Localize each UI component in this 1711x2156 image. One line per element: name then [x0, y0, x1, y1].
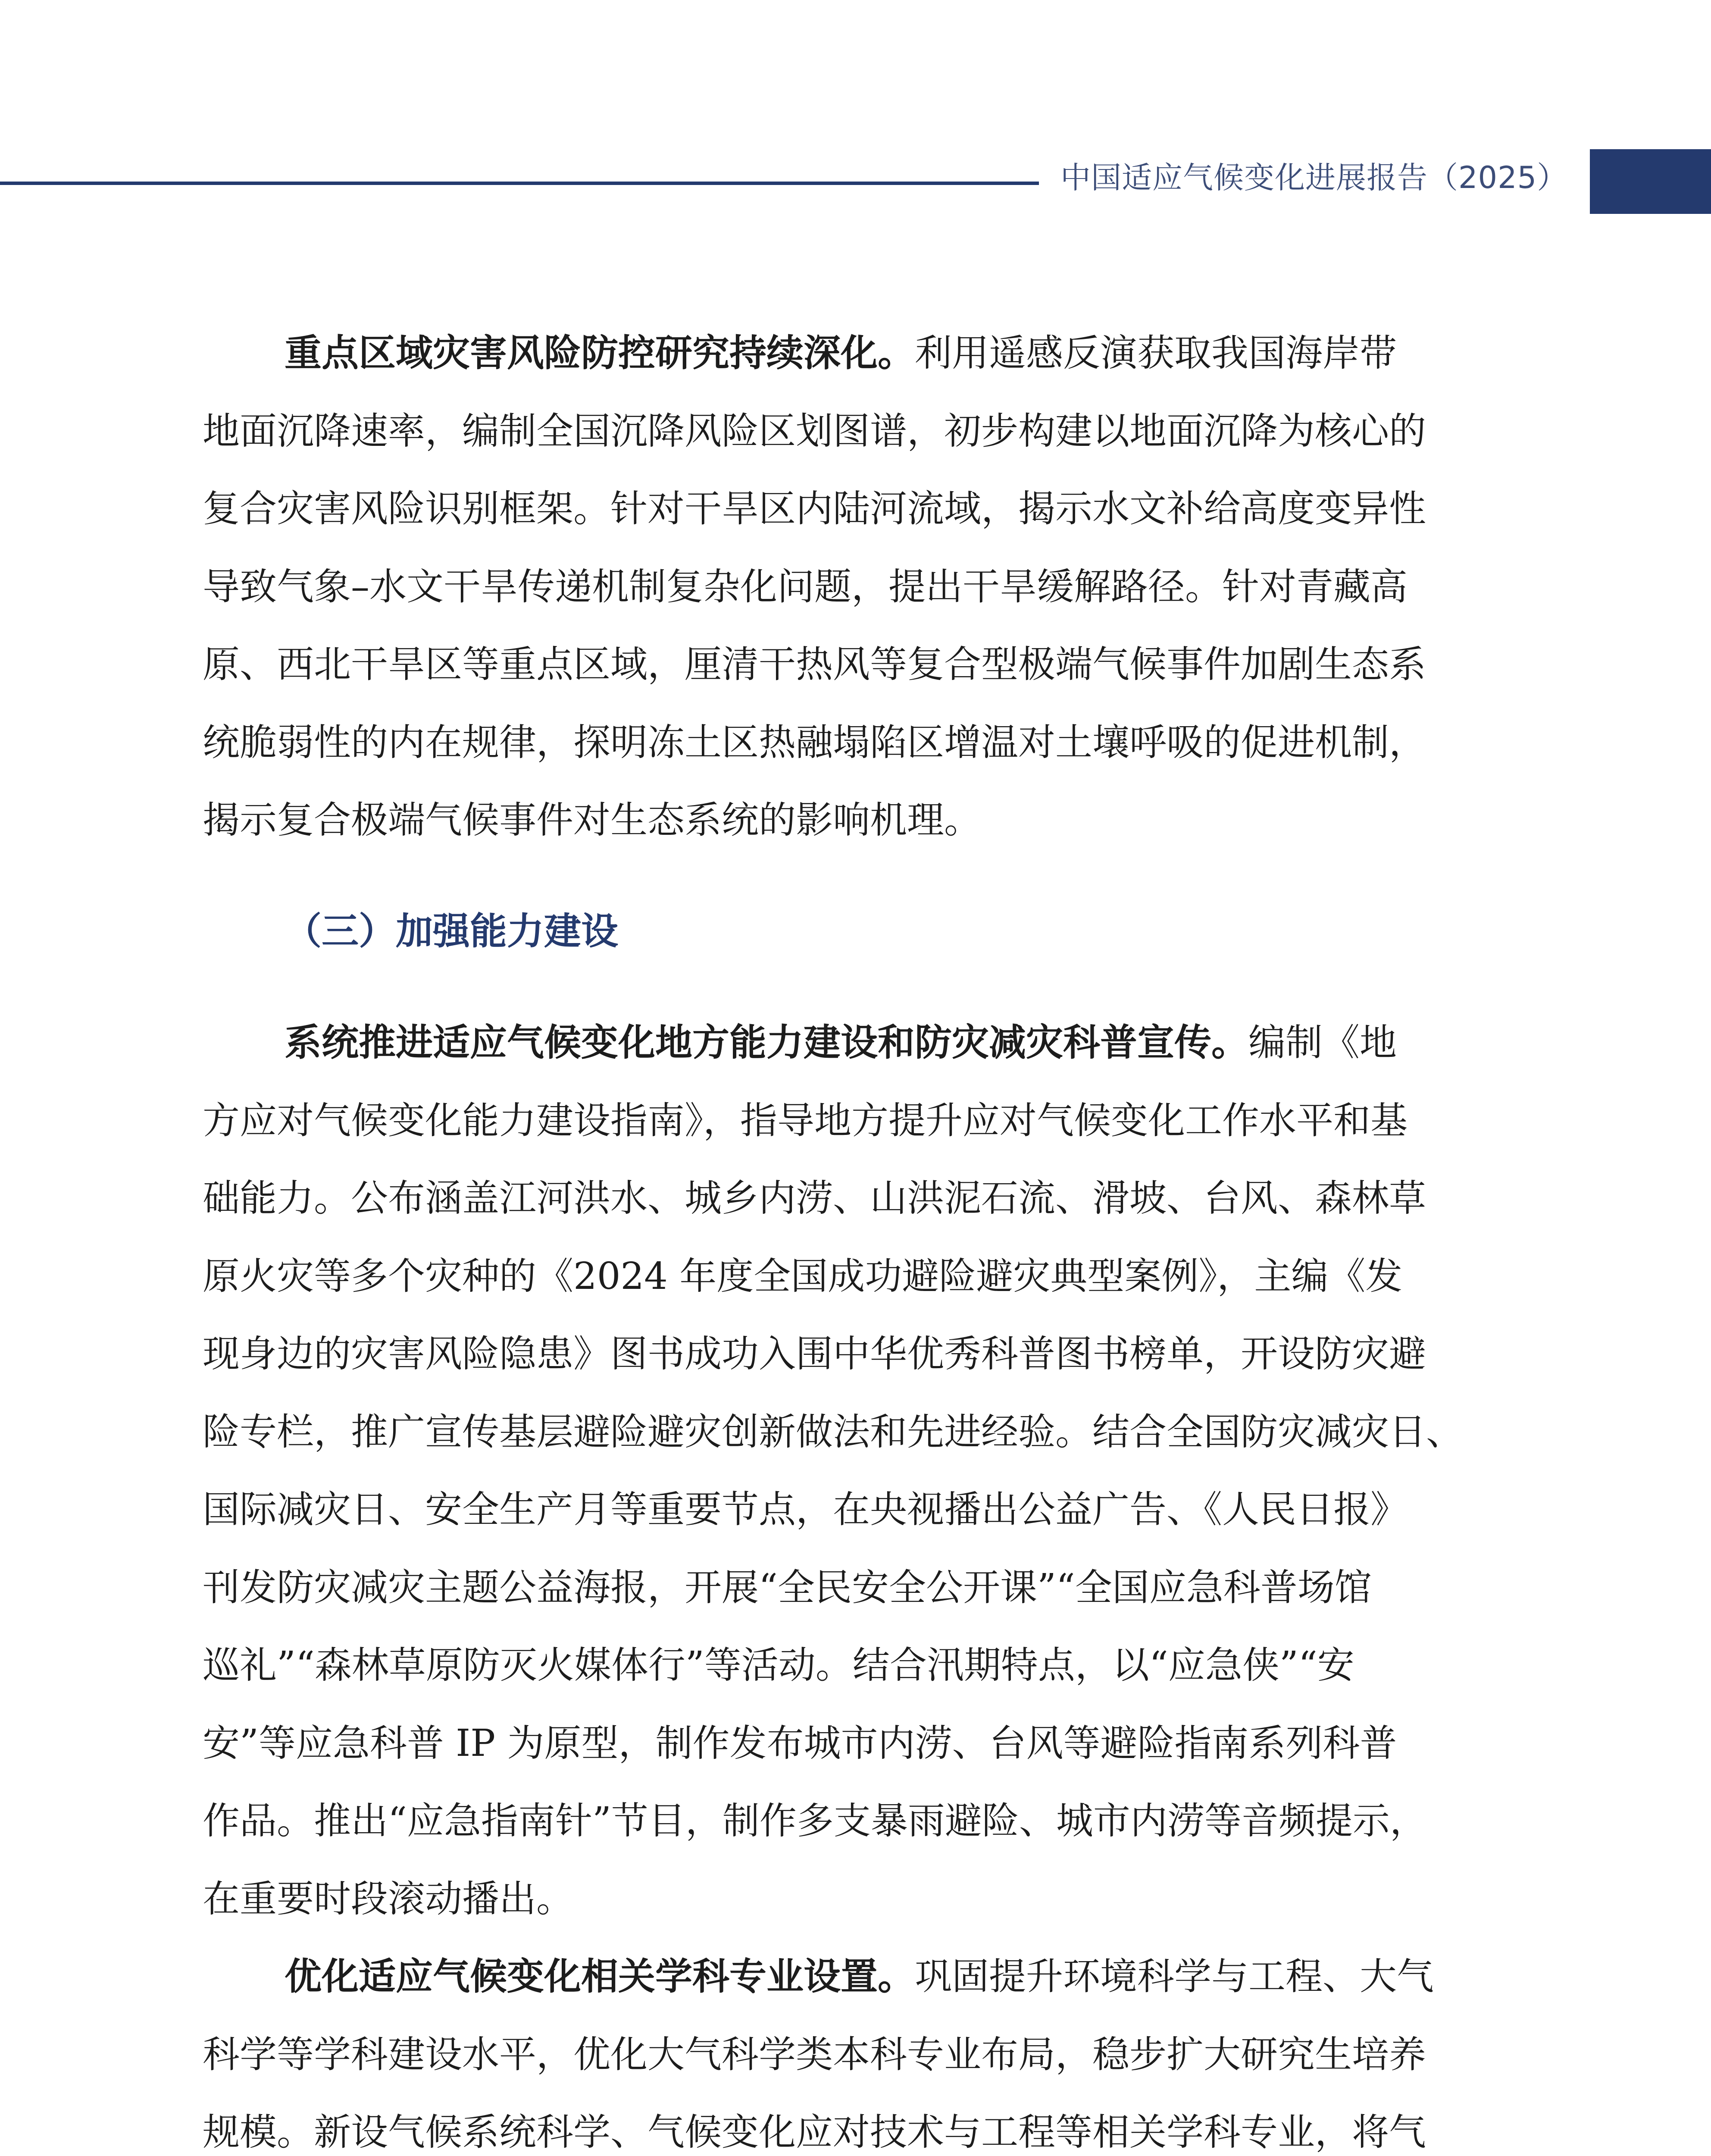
- paragraph-lead: 优化适应气候变化相关学科专业设置。: [285, 1955, 915, 1998]
- paragraph-lead: 重点区域灾害风险防控研究持续深化。: [285, 331, 915, 375]
- paragraph-line: 础能力。公布涵盖江河洪水、城乡内涝、山洪泥石流、滑坡、台风、森林草: [203, 1177, 1426, 1220]
- paragraph-line: 揭示复合极端气候事件对生态系统的影响机理。: [203, 799, 981, 842]
- paragraph-line: 规模。新设气候系统科学、气候变化应对技术与工程等相关学科专业，将气: [203, 2111, 1426, 2154]
- paragraph-lead: 系统推进适应气候变化地方能力建设和防灾减灾科普宣传。: [285, 1021, 1248, 1064]
- paragraph-line: 巡礼”“森林草原防灭火媒体行”等活动。结合汛期特点，以“应急侠”“安: [203, 1644, 1354, 1687]
- section-heading: （三）加强能力建设: [285, 910, 618, 953]
- paragraph-text: 巩固提升环境科学与工程、大气: [915, 1955, 1434, 1998]
- paragraph-line: 科学等学科建设水平，优化大气科学类本科专业布局，稳步扩大研究生培养: [203, 2033, 1426, 2076]
- paragraph-line: 复合灾害风险识别框架。针对干旱区内陆河流域，揭示水文补给高度变异性: [203, 487, 1426, 530]
- paragraph-text: 编制《地: [1248, 1021, 1397, 1064]
- paragraph-line: 作品。推出“应急指南针”节目，制作多支暴雨避险、城市内涝等音频提示，: [203, 1799, 1427, 1843]
- running-header-title: 中国适应气候变化进展报告（2025）: [1060, 160, 1568, 195]
- header-accent-block: [1590, 149, 1711, 214]
- paragraph-line: 方应对气候变化能力建设指南》，指导地方提升应对气候变化工作水平和基: [203, 1099, 1408, 1142]
- paragraph-line: [285, 327, 1526, 379]
- paragraph-line: 国际减灾日、安全生产月等重要节点，在央视播出公益广告、《人民日报》: [203, 1488, 1408, 1531]
- paragraph-line: 地面沉降速率，编制全国沉降风险区划图谱，初步构建以地面沉降为核心的: [203, 410, 1426, 453]
- paragraph-line: 安”等应急科普 IP 为原型，制作发布城市内涝、台风等避险指南系列科普: [203, 1722, 1397, 1765]
- header-rule: [0, 182, 1039, 185]
- paragraph-line: 统脆弱性的内在规律，探明冻土区热融塌陷区增温对土壤呼吸的促进机制，: [203, 721, 1426, 764]
- paragraph-line: 原、西北干旱区等重点区域，厘清干热风等复合型极端气候事件加剧生态系: [203, 643, 1426, 686]
- paragraph-line: 导致气象–水文干旱传递机制复杂化问题，提出干旱缓解路径。针对青藏高: [203, 565, 1408, 608]
- paragraph-line: [285, 1017, 1526, 1069]
- paragraph-line: 险专栏，推广宣传基层避险避灾创新做法和先进经验。结合全国防灾减灾日、: [203, 1410, 1463, 1454]
- paragraph-text: 利用遥感反演获取我国海岸带: [915, 332, 1397, 375]
- paragraph-line: 刊发防灾减灾主题公益海报，开展“全民安全公开课”“全国应急科普场馆: [203, 1566, 1372, 1609]
- paragraph-line: 现身边的灾害风险隐患》图书成功入围中华优秀科普图书榜单，开设防灾避: [203, 1332, 1426, 1376]
- paragraph-line: 原火灾等多个灾种的《2024 年度全国成功避险避灾典型案例》，主编《发: [203, 1255, 1403, 1298]
- paragraph-line: [285, 1951, 1526, 2002]
- paragraph-line: 在重要时段滚动播出。: [203, 1877, 573, 1921]
